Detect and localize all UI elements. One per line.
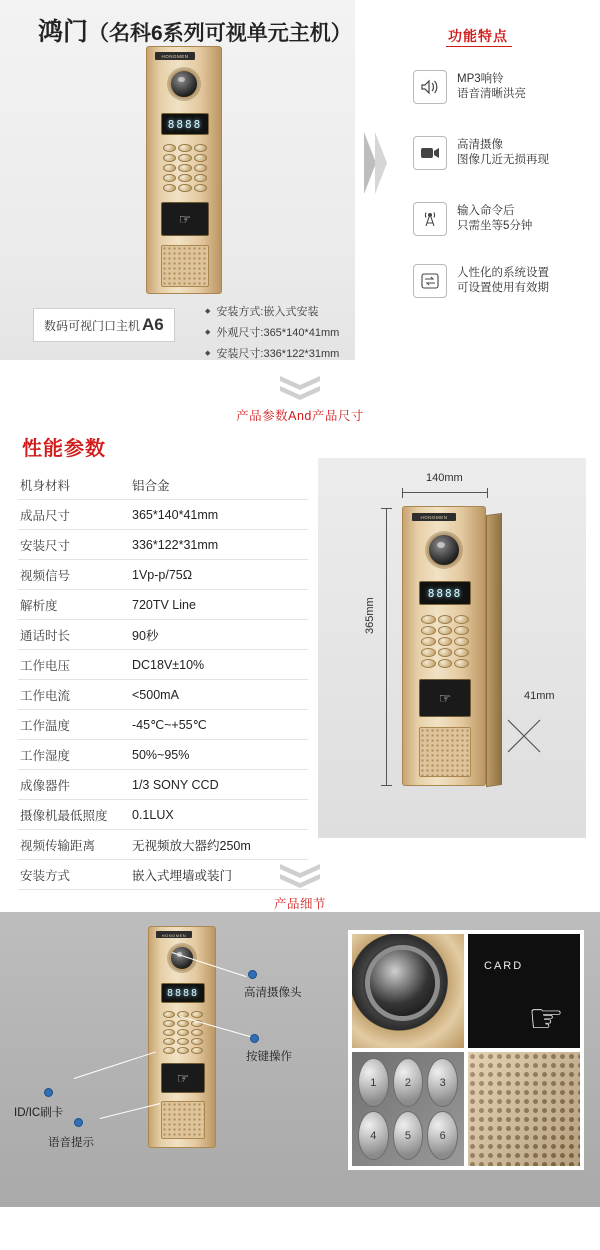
param-key: 安装方式: [18, 860, 122, 890]
param-key: 摄像机最低照度: [18, 800, 122, 830]
model-badge-code: A6: [142, 315, 164, 334]
list-item: ◆ 安装方式:嵌入式安装: [205, 303, 339, 319]
features-title: 功能特点: [448, 28, 508, 44]
table-row: [18, 830, 308, 860]
param-value: <500mA: [122, 680, 308, 710]
param-value: 0.1LUX: [122, 800, 308, 830]
hero-right-panel: [355, 0, 600, 360]
title-subtitle: （名科6系列可视单元主机）: [88, 22, 352, 45]
param-key: 安装尺寸: [18, 530, 122, 560]
key-button: 2: [393, 1058, 424, 1107]
callout-label-voice: 语音提示: [48, 1137, 94, 1149]
callout-dot: [248, 970, 257, 979]
feature-item-camera: [413, 136, 549, 170]
key-button: 5: [393, 1111, 424, 1160]
product-device-hero: [146, 46, 222, 294]
card-reader-area: [161, 1063, 205, 1093]
dim-tick: [381, 785, 392, 786]
width-dim-line: [402, 492, 488, 493]
callout-dot: [44, 1088, 53, 1097]
list-item: ◆ 安装尺寸:336*122*31mm: [205, 345, 339, 361]
param-key: 成像器件: [18, 770, 122, 800]
feature-line-1: 输入命令后: [457, 205, 515, 217]
param-key: 工作电压: [18, 650, 122, 680]
divider-params: [0, 360, 600, 424]
arrow-right-icon: [362, 128, 388, 198]
table-row: [18, 800, 308, 830]
param-key: 视频传输距离: [18, 830, 122, 860]
hand-card-icon: ☞: [438, 689, 452, 706]
param-value: 336*122*31mm: [122, 530, 308, 560]
section-heading-params: 性能参数: [22, 438, 106, 460]
feature-text: [457, 204, 532, 234]
dimension-diagram: [318, 458, 586, 838]
width-label: 140mm: [426, 472, 463, 484]
table-row: [18, 530, 308, 560]
table-row: [18, 590, 308, 620]
card-reader-photo: [468, 934, 580, 1048]
signal-tower-icon: [413, 202, 447, 236]
model-badge: [33, 308, 175, 342]
table-row: [18, 860, 308, 890]
device-display: [161, 113, 209, 135]
table-row: [18, 740, 308, 770]
param-value: -45℃~+55℃: [122, 710, 308, 740]
hand-card-icon: ☞: [178, 210, 192, 227]
callout-label-camera: 高清摄像头: [244, 987, 302, 999]
hand-card-icon: ☞: [528, 997, 564, 1041]
param-key: 成品尺寸: [18, 500, 122, 530]
callout-dot: [250, 1034, 259, 1043]
param-value: 365*140*41mm: [122, 500, 308, 530]
feature-line-1: 人性化的系统设置: [457, 267, 549, 279]
device-display: [419, 581, 471, 605]
height-label: 365mm: [364, 597, 376, 634]
table-row: [18, 710, 308, 740]
param-value: 90秒: [122, 620, 308, 650]
callout-line: [74, 1051, 156, 1079]
feature-line-2: 图像几近无损再现: [457, 154, 549, 166]
dim-tick: [402, 488, 403, 498]
feature-line-1: MP3响铃: [457, 73, 504, 85]
param-value: 铝合金: [122, 470, 308, 500]
list-item: ◆ 外观尺寸:365*140*41mm: [205, 324, 339, 340]
device-keypad: [421, 615, 469, 668]
depth-cross-mark: [504, 716, 544, 756]
table-row: [18, 680, 308, 710]
camera-lens-photo: [352, 934, 464, 1048]
settings-exchange-icon: [413, 264, 447, 298]
param-key: 通话时长: [18, 620, 122, 650]
display-digits: 8888: [167, 117, 203, 131]
table-row: [18, 560, 308, 590]
param-key: 工作电流: [18, 680, 122, 710]
feature-text: [457, 266, 549, 296]
speaker-grille: [161, 245, 209, 287]
device-logo: HONGMEN: [156, 931, 192, 938]
depth-label: 41mm: [524, 690, 555, 702]
hand-card-icon: ☞: [176, 1069, 190, 1086]
speaker-grille: [419, 727, 471, 777]
table-row: [18, 770, 308, 800]
feature-item-settings: [413, 264, 549, 298]
display-digits: 8888: [427, 586, 463, 600]
dim-tick: [381, 508, 392, 509]
param-value: 1Vp-p/75Ω: [122, 560, 308, 590]
device-keypad: [163, 144, 207, 192]
feature-item-command: [413, 202, 532, 236]
callout-dot: [74, 1118, 83, 1127]
device-side-face: [486, 513, 502, 787]
param-value: 50%~95%: [122, 740, 308, 770]
feature-line-2: 语音清晰洪亮: [457, 88, 526, 100]
feature-line-2: 可设置使用有效期: [457, 282, 549, 294]
table-row: [18, 500, 308, 530]
param-key: 解析度: [18, 590, 122, 620]
product-device-dimension: [402, 506, 486, 786]
feature-line-1: 高清摄像: [457, 139, 503, 151]
card-photo-label: CARD: [484, 960, 524, 972]
param-value: DC18V±10%: [122, 650, 308, 680]
video-camera-icon: [413, 136, 447, 170]
key-button: 6: [427, 1111, 458, 1160]
feature-text: [457, 138, 549, 168]
parameters-section: [0, 424, 600, 883]
features-title-underline: [446, 46, 512, 47]
param-value: 无视频放大器约250m: [122, 830, 308, 860]
param-key: 机身材料: [18, 470, 122, 500]
param-value: 1/3 SONY CCD: [122, 770, 308, 800]
table-row: [18, 650, 308, 680]
display-digits: 8888: [166, 987, 200, 999]
table-row: [18, 470, 308, 500]
key-button: 3: [427, 1058, 458, 1107]
speaker-mesh-photo: [468, 1052, 580, 1166]
divider-label: 产品参数And产品尺寸: [236, 409, 364, 423]
dim-tick: [487, 488, 488, 498]
callout-label-keypad: 按键操作: [246, 1051, 292, 1063]
param-value: 720TV Line: [122, 590, 308, 620]
table-row: [18, 620, 308, 650]
key-button: 1: [358, 1058, 389, 1107]
divider-label: 产品细节: [273, 897, 326, 911]
hero-section: [0, 0, 600, 360]
parameters-table: [18, 470, 308, 890]
hero-spec-list: [205, 303, 339, 366]
model-badge-label: 数码可视门口主机: [44, 319, 141, 333]
param-key: 工作湿度: [18, 740, 122, 770]
height-dim-line: [386, 508, 387, 786]
page-title: [38, 12, 352, 48]
chevron-down-icon: [278, 374, 322, 400]
param-key: 工作温度: [18, 710, 122, 740]
camera-lens-icon: [427, 533, 461, 567]
speaker-grille: [161, 1101, 205, 1139]
device-display: [161, 983, 205, 1003]
camera-lens-icon: [169, 69, 199, 99]
card-reader-area: [419, 679, 471, 717]
keypad-photo: [352, 1052, 464, 1166]
detail-photo-grid: [348, 930, 584, 1170]
device-logo: HONGMEN: [412, 513, 456, 521]
feature-line-2: 只需坐等5分钟: [457, 220, 533, 232]
callout-label-card: ID/IC刷卡: [14, 1107, 64, 1119]
details-section: [0, 912, 600, 1207]
key-button: 4: [358, 1111, 389, 1160]
device-logo: HONGMEN: [155, 52, 195, 60]
param-key: 视频信号: [18, 560, 122, 590]
feature-text: [457, 72, 526, 102]
product-device-detail: [148, 926, 216, 1148]
param-value: 嵌入式埋墙或装门: [122, 860, 308, 890]
feature-item-mp3: [413, 70, 526, 104]
brand-name: 鸿门: [38, 18, 89, 46]
speaker-icon: [413, 70, 447, 104]
card-reader-area: [161, 202, 209, 236]
